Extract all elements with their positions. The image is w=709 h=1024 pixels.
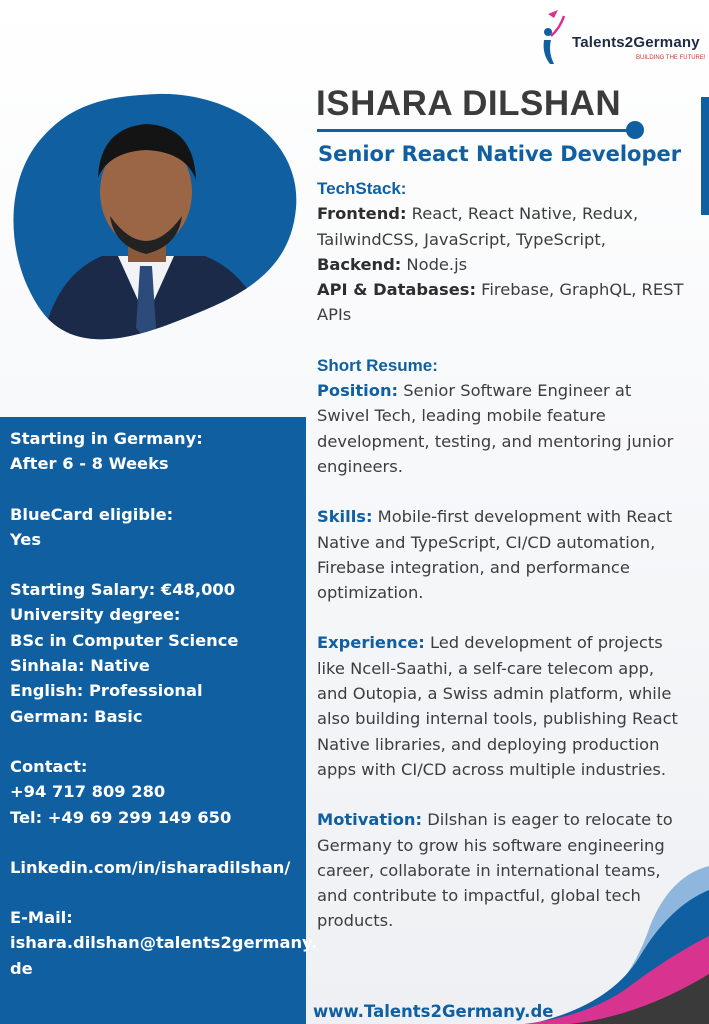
motivation-label: Motivation: bbox=[317, 810, 423, 830]
position-text: engineers. bbox=[317, 456, 403, 476]
language-german: German: Basic bbox=[10, 706, 143, 726]
profile-photo bbox=[10, 88, 300, 356]
degree-value: BSc in Computer Science bbox=[10, 630, 239, 650]
website-link[interactable]: www.Talents2Germany.de bbox=[313, 1002, 554, 1021]
experience-label: Experience: bbox=[317, 633, 425, 653]
frontend-label: Frontend: bbox=[317, 204, 407, 224]
position-label: Position: bbox=[317, 381, 399, 401]
phone-germany: Tel: +49 69 299 149 650 bbox=[10, 807, 232, 827]
email-link-cont[interactable]: de bbox=[10, 958, 33, 978]
skills-text: optimization. bbox=[317, 583, 424, 603]
experience-text: apps with CI/CD across multiple industries. bbox=[317, 759, 667, 779]
motivation-text: products. bbox=[317, 911, 394, 931]
contact-label: Contact: bbox=[10, 756, 88, 776]
skills-text: Firebase integration, and performance bbox=[317, 557, 630, 577]
backend-line bbox=[317, 252, 703, 277]
logo-text: Talents2Germany bbox=[572, 34, 700, 51]
backend-value: Node.js bbox=[401, 254, 468, 274]
plane-icon bbox=[548, 10, 558, 18]
experience-text: like Ncell-Saathi, a self-care telecom app, bbox=[317, 658, 655, 678]
api-label: API & Databases: bbox=[317, 280, 476, 300]
position-line bbox=[317, 378, 703, 403]
start-label: Starting in Germany: bbox=[10, 429, 203, 448]
techstack-heading: TechStack: bbox=[317, 179, 407, 198]
skills-text: Native and TypeScript, CI/CD automation, bbox=[317, 532, 656, 552]
experience-text: also building internal tools, publishing React bbox=[317, 709, 678, 729]
bluecard-value: Yes bbox=[10, 529, 42, 549]
position-text: development, testing, and mentoring junior bbox=[317, 431, 674, 451]
linkedin-link[interactable]: Linkedin.com/in/isharadilshan/ bbox=[10, 857, 291, 877]
title-divider bbox=[317, 129, 633, 132]
backend-label: Backend: bbox=[317, 254, 402, 274]
skills-label: Skills: bbox=[317, 507, 373, 527]
experience-text: Led development of projects bbox=[424, 633, 663, 653]
decorative-wave bbox=[520, 866, 709, 1024]
frontend-line bbox=[317, 201, 703, 226]
api-value-cont: APIs bbox=[317, 305, 352, 325]
motivation-text: career, collaborate in international teams, bbox=[317, 860, 661, 880]
start-value: After 6 - 8 Weeks bbox=[10, 454, 169, 474]
salary: Starting Salary: €48,000 bbox=[10, 580, 236, 600]
phone-sri-lanka: +94 717 809 280 bbox=[10, 782, 166, 802]
experience-text: Native libraries, and deploying production bbox=[317, 734, 660, 754]
api-value: Firebase, GraphQL, REST bbox=[475, 280, 684, 300]
degree-label: University degree: bbox=[10, 605, 181, 625]
main-content bbox=[317, 176, 703, 934]
language-sinhala: Sinhala: Native bbox=[10, 656, 150, 676]
motivation-line bbox=[317, 807, 703, 832]
resume-heading: Short Resume: bbox=[317, 355, 438, 375]
experience-line bbox=[317, 630, 703, 655]
skills-text: Mobile-first development with React bbox=[372, 507, 673, 527]
email-link[interactable]: ishara.dilshan@talents2germany. bbox=[10, 933, 318, 953]
position-text: Swivel Tech, leading mobile feature bbox=[317, 406, 606, 426]
api-line bbox=[317, 277, 703, 302]
motivation-text: Dilshan is eager to relocate to bbox=[422, 810, 673, 830]
divider-dot bbox=[626, 121, 644, 139]
motivation-text: Germany to grow his software engineering bbox=[317, 835, 665, 855]
sidebar-details bbox=[10, 426, 318, 981]
job-title: Senior React Native Developer bbox=[318, 142, 682, 166]
candidate-name: ISHARA DILSHAN bbox=[316, 84, 622, 123]
frontend-value-cont: TailwindCSS, JavaScript, TypeScript, bbox=[317, 229, 606, 249]
position-text: Senior Software Engineer at bbox=[398, 381, 632, 401]
motivation-text: and contribute to impactful, global tech bbox=[317, 886, 641, 906]
language-english: English: Professional bbox=[10, 681, 203, 701]
bluecard-label: BlueCard eligible: bbox=[10, 504, 174, 524]
skills-line bbox=[317, 504, 703, 529]
logo-tagline: BUILDING THE FUTURE! bbox=[636, 55, 706, 61]
email-label: E-Mail: bbox=[10, 908, 73, 928]
experience-text: and Outopia, a Swiss admin platform, while bbox=[317, 684, 672, 704]
frontend-value: React, React Native, Redux, bbox=[406, 204, 639, 224]
